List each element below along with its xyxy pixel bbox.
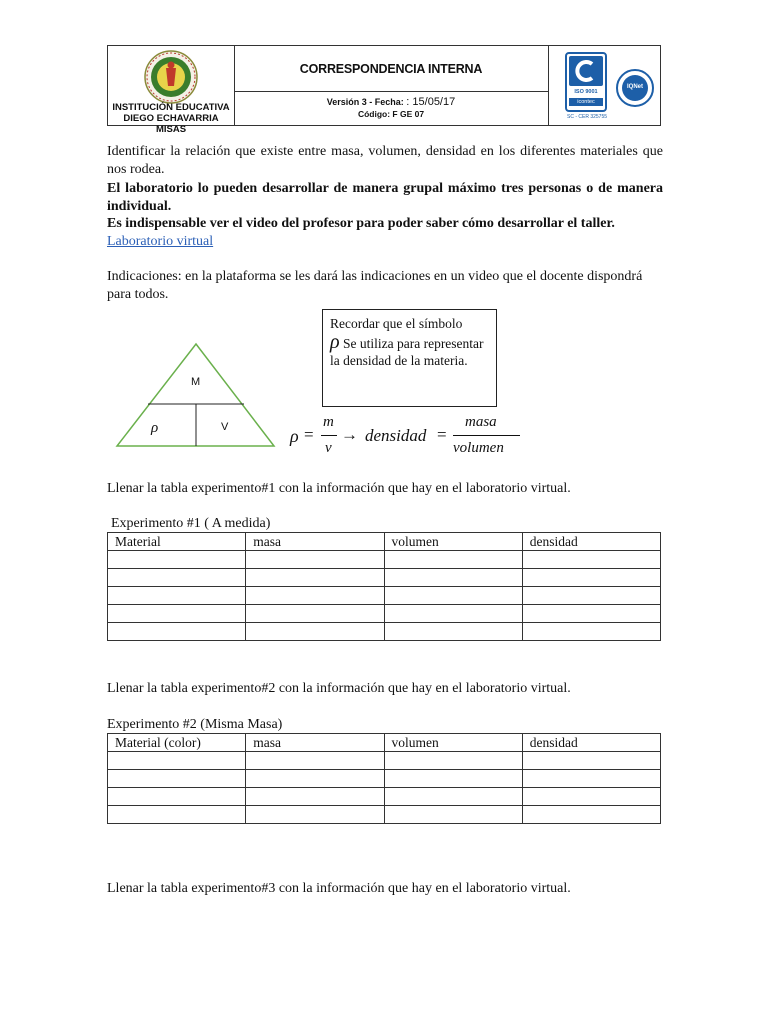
table-cell[interactable] [384,623,522,641]
document-header [107,45,661,135]
table-row [108,587,661,605]
exp1-table [107,532,661,641]
density-triangle [114,342,278,448]
table-row [108,569,661,587]
header-version-cell [234,92,549,125]
formula-fraction-bar [321,435,337,436]
density-symbol-note [322,309,497,407]
cert-code: SC - CER 325755 [566,114,608,120]
table-row [108,752,661,770]
table-cell[interactable] [384,806,522,824]
table-cell[interactable] [522,551,660,569]
table-cell[interactable] [108,788,246,806]
table-cell[interactable] [522,788,660,806]
col-header: densidad [522,533,660,551]
exp1-instruction: Llenar la tabla experimento#1 con la información que hay en el laboratorio virtual. [107,481,571,496]
col-header: masa [246,533,384,551]
exp1-caption: Experimento #1 ( A medida) [111,516,271,531]
table-cell[interactable] [246,569,384,587]
table-cell[interactable] [522,806,660,824]
density-formula [290,414,530,462]
table-row [108,551,661,569]
iso-badge-label: ISO 9001 [574,89,598,95]
video-instruction-text: Es indispensable ver el video del profesor para poder saber cómo desarrollar el taller. [107,216,615,231]
formula-arrow: → [341,425,358,444]
col-header: volumen [384,734,522,752]
group-instruction-text: El laboratorio lo pueden desarrollar de manera grupal máximo tres personas o de manera individual. [107,181,663,214]
table-cell[interactable] [522,569,660,587]
formula-equals2: = [437,425,447,444]
table-row [108,806,661,824]
col-header: masa [246,734,384,752]
table-header-row [108,533,661,551]
table-cell[interactable] [108,569,246,587]
table-cell[interactable] [246,770,384,788]
table-cell[interactable] [108,623,246,641]
formula-m: m [323,414,334,430]
table-cell[interactable] [246,752,384,770]
institution-name-line2: DIEGO ECHAVARRIA MISAS [123,113,219,135]
exp3-instruction: Llenar la tabla experimento#3 con la información que hay en el laboratorio virtual. [107,881,571,896]
table-cell[interactable] [384,770,522,788]
triangle-mass-label: M [191,376,201,388]
institution-name-line1: INSTITUCIÓN EDUCATIVA [112,102,230,113]
indicaciones-text: Indicaciones: en la plataforma se les dará las indicaciones en un video que el docente dispondrá para todos. [107,269,643,302]
table-header-row [108,734,661,752]
table-cell[interactable] [522,623,660,641]
iqnet-label: IQNet [626,84,643,90]
table-cell[interactable] [246,806,384,824]
formula-volumen: volumen [453,440,504,456]
iso-9001-badge [565,52,607,118]
table-cell[interactable] [108,806,246,824]
note-line2: Se utiliza para representar la densidad de la materia. [330,336,484,368]
table-cell[interactable] [384,752,522,770]
table-cell[interactable] [108,770,246,788]
exp2-caption: Experimento #2 (Misma Masa) [107,717,283,732]
objective-text: Identificar la relación que existe entre masa, volumen, densidad en los diferentes materiales que nos rodea. [107,144,663,177]
formula-rho: ρ [290,426,299,446]
table-cell[interactable] [384,551,522,569]
certification-cell [549,46,661,125]
formula-equals: = [304,425,314,444]
version-label: Versión 3 - Fecha: [326,97,404,107]
exp2-instruction: Llenar la tabla experimento#2 con la información que hay en el laboratorio virtual. [107,681,571,696]
formula-fraction-bar2 [453,435,520,436]
institution-logo-cell [108,46,235,135]
table-cell[interactable] [522,770,660,788]
table-cell[interactable] [384,788,522,806]
table-cell[interactable] [384,605,522,623]
icontec-label: icontec [577,99,595,105]
table-cell[interactable] [246,605,384,623]
table-cell[interactable] [522,752,660,770]
version-date: : 15/05/17 [406,96,456,108]
table-cell[interactable] [522,605,660,623]
table-row [108,788,661,806]
table-cell[interactable] [108,587,246,605]
table-row [108,623,661,641]
formula-masa: masa [465,414,497,430]
code-label: Código: F GE 07 [357,109,425,119]
formula-densidad: densidad [365,426,427,445]
table-cell[interactable] [108,551,246,569]
table-cell[interactable] [246,551,384,569]
table-cell[interactable] [384,587,522,605]
table-cell[interactable] [246,788,384,806]
table-cell[interactable] [246,587,384,605]
note-line1: Recordar que el símbolo [330,316,463,331]
col-header: Material [108,533,246,551]
header-title-cell [234,46,549,92]
table-cell[interactable] [108,605,246,623]
version-line [234,96,548,108]
exp2-table [107,733,661,824]
table-cell[interactable] [108,752,246,770]
school-seal-logo [108,48,234,106]
col-header: Material (color) [108,734,246,752]
table-cell[interactable] [522,587,660,605]
triangle-volume-label: V [221,421,229,433]
col-header: volumen [384,533,522,551]
virtual-lab-link[interactable]: Laboratorio virtual [107,234,214,249]
triangle-density-label: ρ [151,420,159,436]
table-cell[interactable] [384,569,522,587]
table-cell[interactable] [246,623,384,641]
note-rho-symbol: ρ [330,331,340,353]
document-title: CORRESPONDENCIA INTERNA [299,61,483,76]
table-row [108,605,661,623]
table-row [108,770,661,788]
formula-v: v [325,440,332,456]
col-header: densidad [522,734,660,752]
